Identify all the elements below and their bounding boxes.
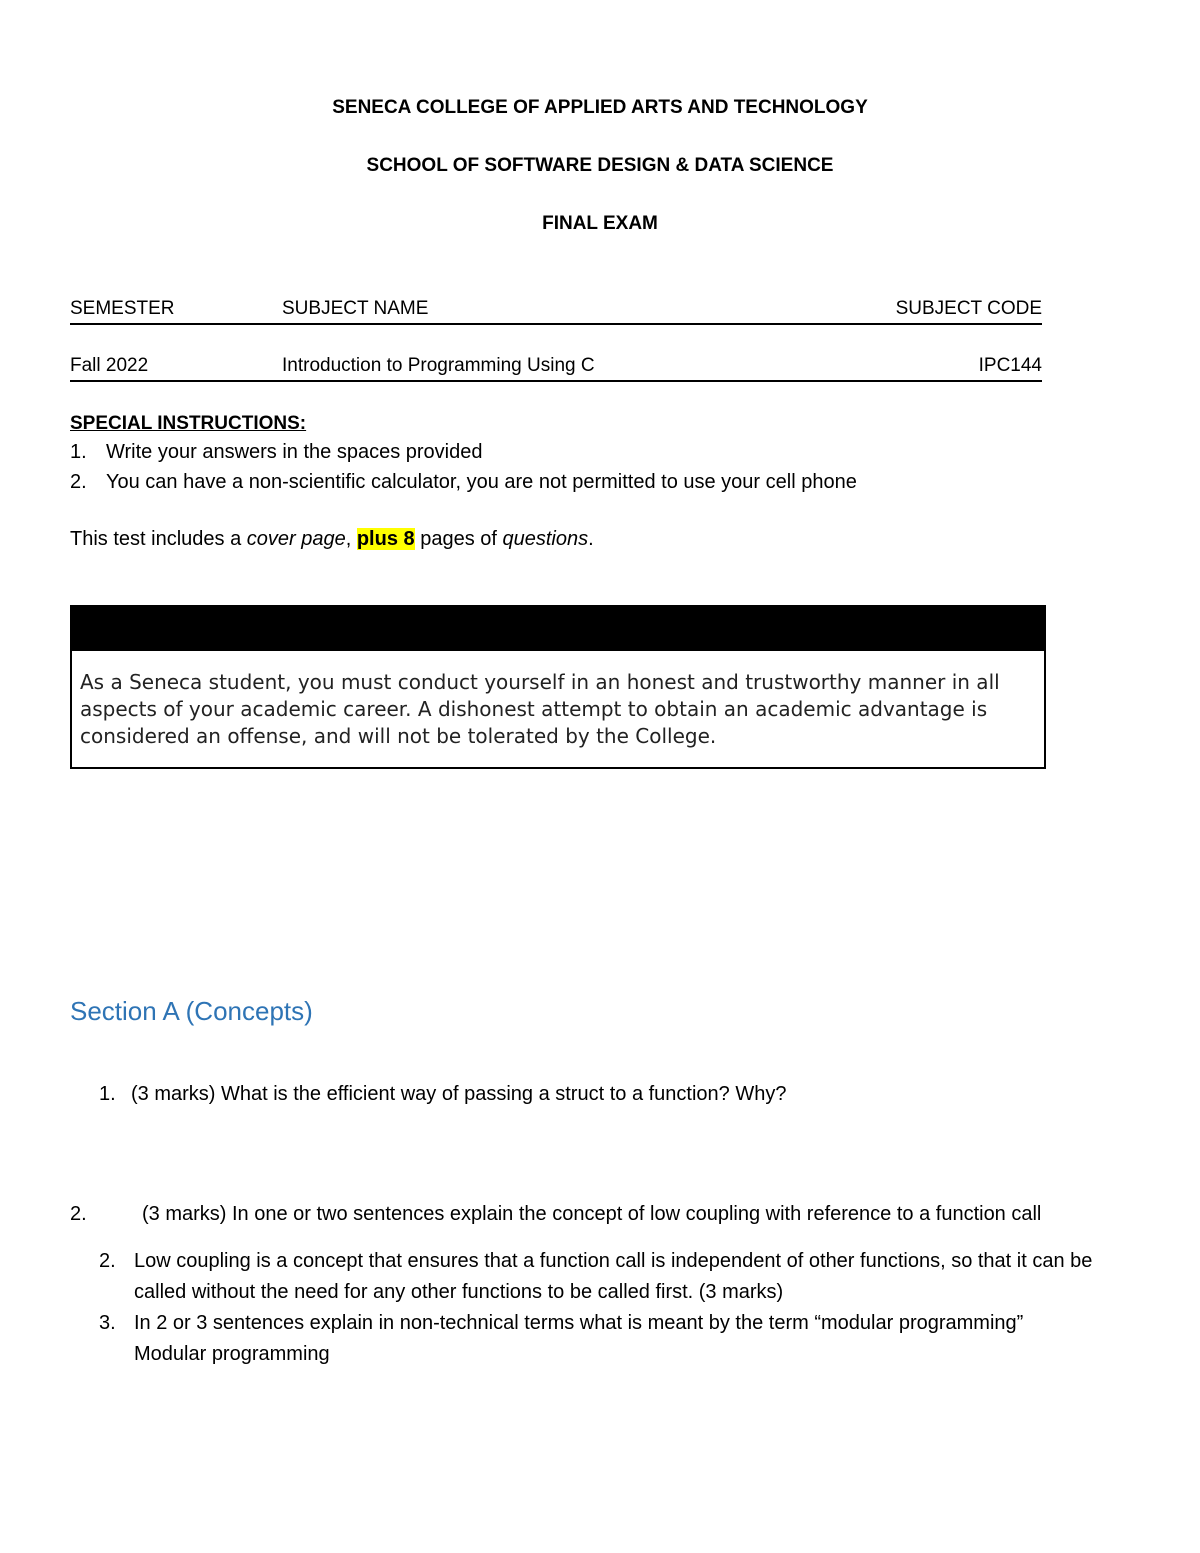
integrity-statement: As a Seneca student, you must conduct yourself in an honest and trustworthy manner in all aspects of your academic career. A dishonest attempt to obtain an academic advantage is considered an offense, and will not be tolerated by the College. xyxy=(80,670,1000,748)
school-name: SCHOOL OF SOFTWARE DESIGN & DATA SCIENCE xyxy=(366,155,834,176)
info-header-row xyxy=(70,297,1042,325)
question-item xyxy=(70,1199,1170,1230)
special-instructions-label: SPECIAL INSTRUCTIONS: xyxy=(70,413,307,434)
question-text: (3 marks) In one or two sentences explain the concept of low coupling with reference to a function call xyxy=(142,1203,1042,1225)
instruction-number: 2. xyxy=(70,471,87,493)
question-number: 1. xyxy=(99,1083,116,1105)
question-number: 2. xyxy=(70,1203,87,1225)
instruction-item xyxy=(70,439,482,465)
question-text: (3 marks) What is the efficient way of passing a struct to a function? Why? xyxy=(131,1083,787,1105)
semester-header: SEMESTER xyxy=(70,298,175,319)
subject-name-header: SUBJECT NAME xyxy=(282,298,429,319)
info-value-row xyxy=(70,354,1042,382)
subject-name-value: Introduction to Programming Using C xyxy=(282,355,595,376)
question-text: In 2 or 3 sentences explain in non-technical terms what is meant by the term “modular programming” xyxy=(134,1312,1024,1334)
instruction-number: 1. xyxy=(70,441,87,463)
instruction-text: You can have a non-scientific calculator, you are not permitted to use your cell phone xyxy=(106,471,857,493)
instruction-text: Write your answers in the spaces provided xyxy=(106,441,483,463)
academic-integrity-box xyxy=(70,605,1046,769)
section-a-title: Section A (Concepts) xyxy=(70,996,313,1026)
subject-code-header: SUBJECT CODE xyxy=(895,298,1042,319)
highlighted-page-count: plus 8 xyxy=(356,528,415,550)
instruction-item xyxy=(70,469,857,495)
subject-code-value: IPC144 xyxy=(978,355,1042,376)
question-item xyxy=(99,1079,1159,1110)
box-header-bar xyxy=(72,607,1044,651)
question-text: Low coupling is a concept that ensures that a function call is independent of other functions, so that it can be called without the need for any other functions to be called first. (3 marks) xyxy=(134,1250,1093,1303)
answer-text: Modular programming xyxy=(134,1343,330,1365)
semester-value: Fall 2022 xyxy=(70,355,149,376)
question-item xyxy=(99,1246,1129,1308)
exam-title: FINAL EXAM xyxy=(542,213,658,234)
question-item xyxy=(99,1308,1129,1370)
question-number: 3. xyxy=(99,1312,116,1334)
question-number: 2. xyxy=(99,1250,116,1272)
test-pages-note: This test includes a cover page, plus 8 pages of questions. xyxy=(70,528,594,550)
college-name: SENECA COLLEGE OF APPLIED ARTS AND TECHNOLOGY xyxy=(332,97,868,118)
